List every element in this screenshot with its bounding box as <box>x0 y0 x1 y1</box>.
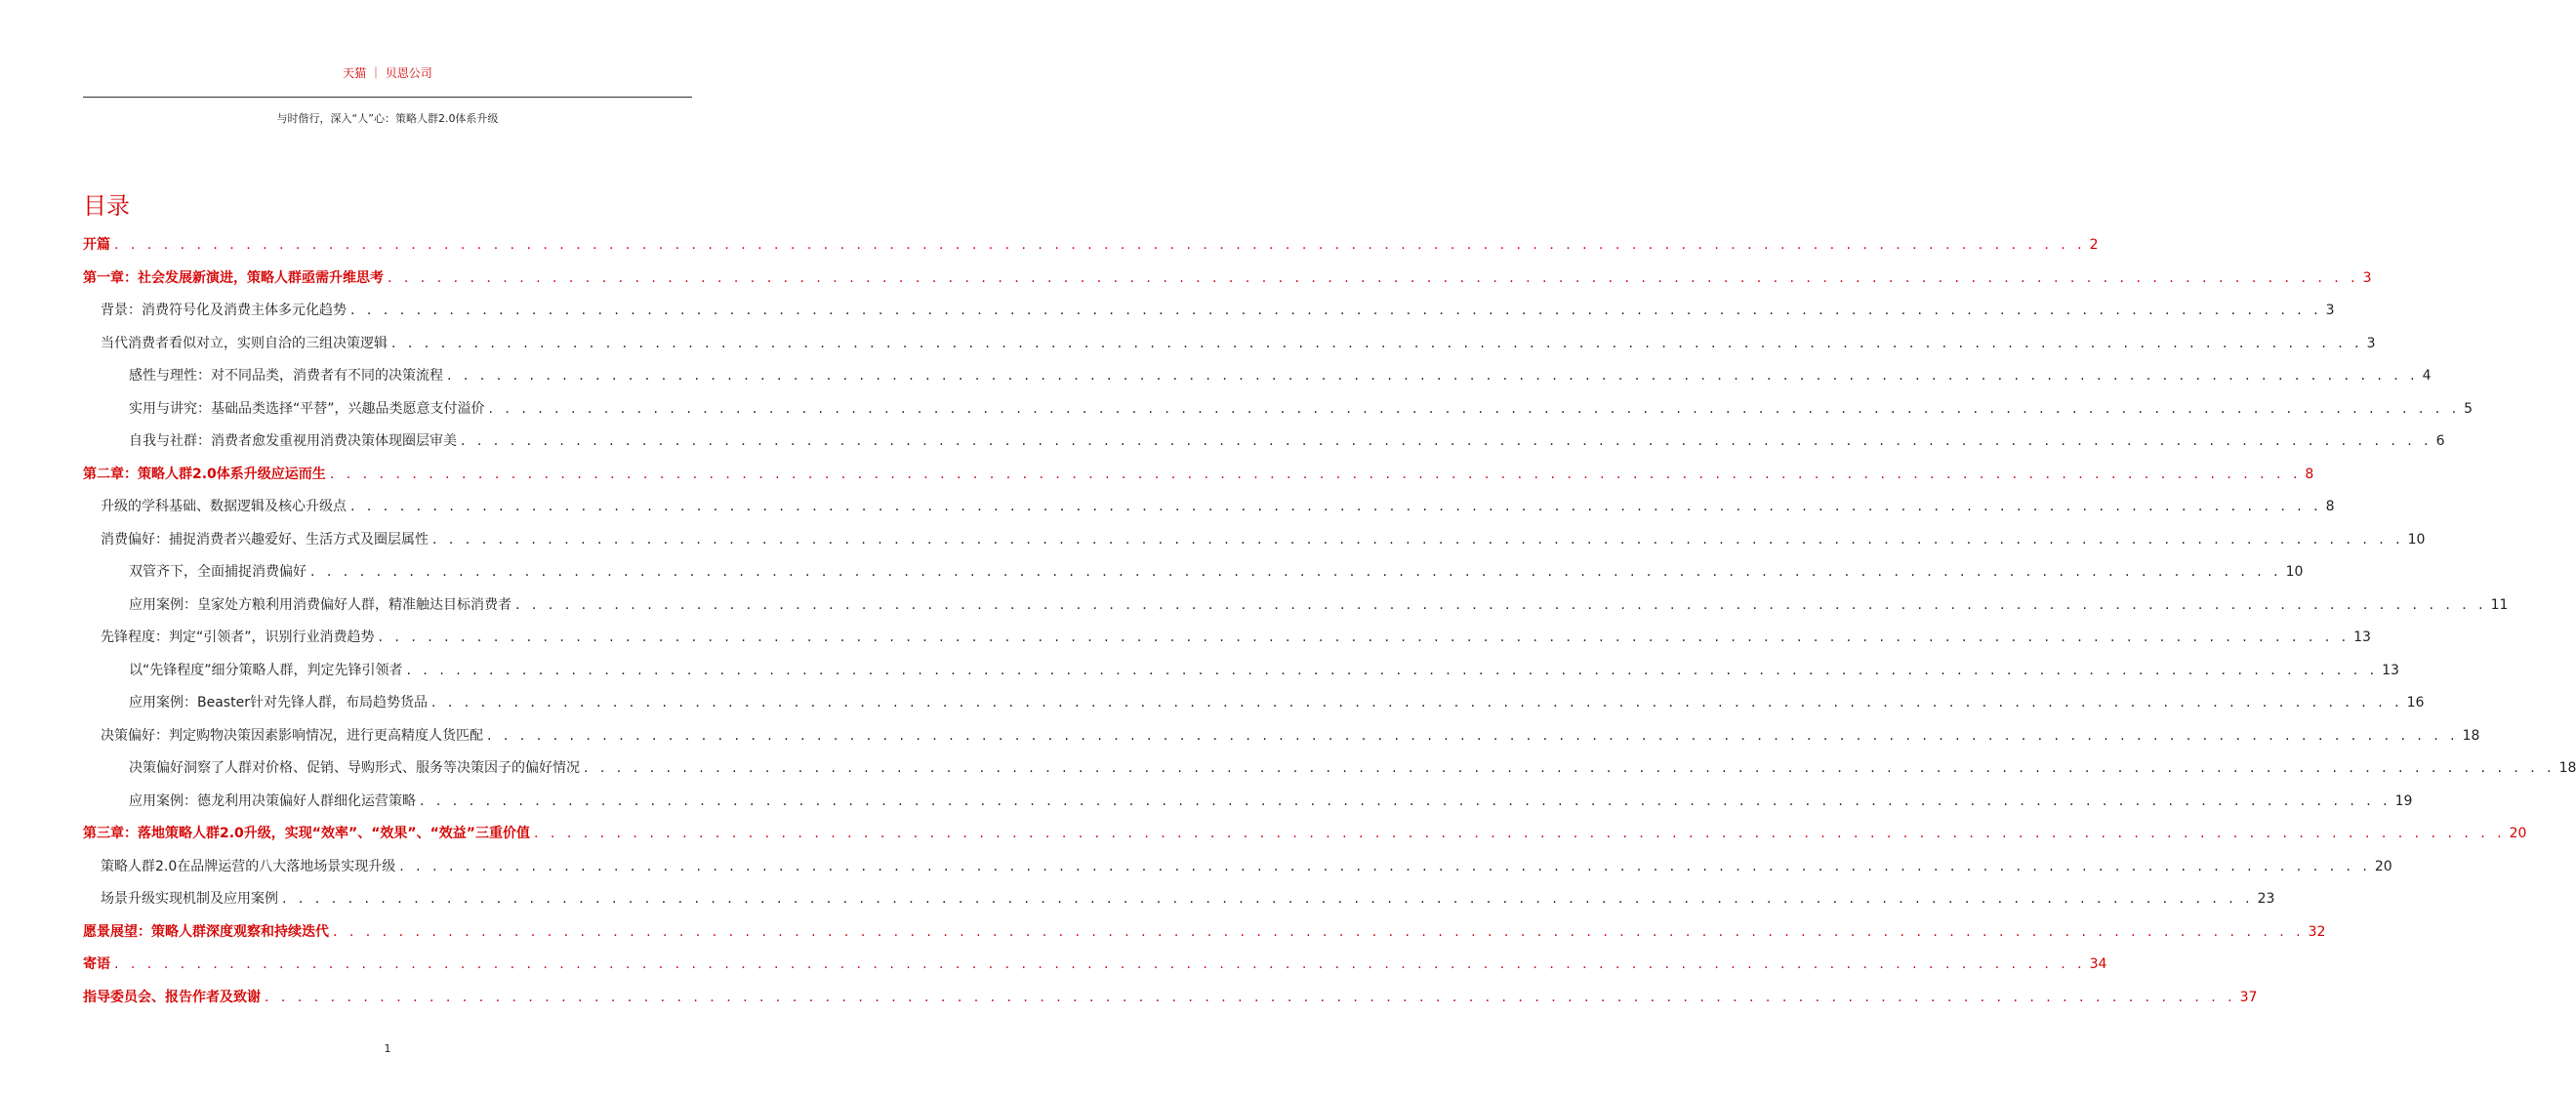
toc-entry-page: 37 <box>2239 989 2258 1005</box>
toc-entry-label: 决策偏好洞察了人群对价格、促销、导购形式、服务等决策因子的偏好情况 <box>129 760 580 776</box>
toc-entry[interactable] <box>83 982 2258 1015</box>
toc-entry[interactable] <box>83 818 2527 851</box>
toc-leader-dots: . . . . . . . . . . . . . . . . . . . . . . . . . . . . . . . . . . . . . . . . . . . . . . . . . . . . . . . . . . . . . . . . . . . . . . . . . . . . . . . . . . . . . . . . . . . . . . . . . . . . . . . . . . . . . . . . . . . . . . . . <box>350 499 2322 514</box>
toc-entry-label: 感性与理性：对不同品类，消费者有不同的决策流程 <box>129 368 443 384</box>
toc-entry[interactable] <box>83 328 2376 361</box>
toc-entry-page: 8 <box>2325 499 2335 514</box>
toc-entry-label: 消费偏好：捕捉消费者兴趣爱好、生活方式及圈层属性 <box>101 531 429 548</box>
toc-leader-dots: . . . . . . . . . . . . . . . . . . . . . . . . . . . . . . . . . . . . . . . . . . . . . . . . . . . . . . . . . . . . . . . . . . . . . . . . . . . . . . . . . . . . . . . . . . . . . . . . . . . . . . . . . . . . . . . . . . . . . . . . <box>391 335 2363 351</box>
toc-entry-label: 场景升级实现机制及应用案例 <box>101 891 278 907</box>
toc-entry[interactable] <box>83 295 2335 328</box>
toc-leader-dots: . . . . . . . . . . . . . . . . . . . . . . . . . . . . . . . . . . . . . . . . . . . . . . . . . . . . . . . . . . . . . . . . . . . . . . . . . . . . . . . . . . . . . . . . . . . . . . . . . . . . . . . . . . . . . . . . . . . . . . . . <box>584 760 2556 776</box>
toc-entry-page: 3 <box>2366 335 2376 351</box>
toc-entry-page: 18 <box>2558 760 2576 776</box>
toc-entry-page: 10 <box>2407 531 2426 548</box>
toc-entry-page: 34 <box>2089 956 2107 972</box>
toc-entry-page: 18 <box>2462 727 2480 744</box>
toc-entry[interactable] <box>83 786 2413 819</box>
toc-entry-label: 实用与讲究：基础品类选择“平替”，兴趣品类愿意支付溢价 <box>129 400 485 417</box>
toc-entry-page: 8 <box>2305 466 2314 482</box>
toc-entry-label: 愿景展望：策略人群深度观察和持续迭代 <box>83 923 329 940</box>
toc-entry-page: 10 <box>2285 564 2304 580</box>
toc-entry[interactable] <box>83 589 2509 623</box>
toc-leader-dots: . . . . . . . . . . . . . . . . . . . . . . . . . . . . . . . . . . . . . . . . . . . . . . . . . . . . . . . . . . . . . . . . . . . . . . . . . . . . . . . . . . . . . . . . . . . . . . . . . . . . . . . . . . . . . . . . . . . . . . . . <box>265 989 2236 1005</box>
toc-leader-dots: . . . . . . . . . . . . . . . . . . . . . . . . . . . . . . . . . . . . . . . . . . . . . . . . . . . . . . . . . . . . . . . . . . . . . . . . . . . . . . . . . . . . . . . . . . . . . . . . . . . . . . . . . . . . . . . . . . . . . . . . <box>420 792 2392 809</box>
toc-leader-dots: . . . . . . . . . . . . . . . . . . . . . . . . . . . . . . . . . . . . . . . . . . . . . . . . . . . . . . . . . . . . . . . . . . . . . . . . . . . . . . . . . . . . . . . . . . . . . . . . . . . . . . . . . . . . . . . . . . . . . . . . <box>432 531 2404 548</box>
toc-leader-dots: . . . . . . . . . . . . . . . . . . . . . . . . . . . . . . . . . . . . . . . . . . . . . . . . . . . . . . . . . . . . . . . . . . . . . . . . . . . . . . . . . . . . . . . . . . . . . . . . . . . . . . . . . . . . . . . . . . . . . . . . <box>406 662 2379 678</box>
header-subtitle: 与时偕行，深入“人”心：策略人群2.0体系升级 <box>276 112 499 125</box>
toc-leader-dots: . . . . . . . . . . . . . . . . . . . . . . . . . . . . . . . . . . . . . . . . . . . . . . . . . . . . . . . . . . . . . . . . . . . . . . . . . . . . . . . . . . . . . . . . . . . . . . . . . . . . . . . . . . . . . . . . . . . . . . . . <box>534 826 2506 841</box>
toc-entry[interactable] <box>83 360 2432 393</box>
toc-leader-dots: . . . . . . . . . . . . . . . . . . . . . . . . . . . . . . . . . . . . . . . . . . . . . . . . . . . . . . . . . . . . . . . . . . . . . . . . . . . . . . . . . . . . . . . . . . . . . . . . . . . . . . . . . . . . . . . . . . . . . . . . <box>333 923 2305 940</box>
toc-entry-label: 决策偏好：判定购物决策因素影响情况，进行更高精度人货匹配 <box>101 727 483 744</box>
toc-entry-page: 32 <box>2308 923 2326 940</box>
toc-entry[interactable] <box>83 459 2314 492</box>
toc-entry-label: 升级的学科基础、数据逻辑及核心升级点 <box>101 499 347 514</box>
toc-leader-dots: . . . . . . . . . . . . . . . . . . . . . . . . . . . . . . . . . . . . . . . . . . . . . . . . . . . . . . . . . . . . . . . . . . . . . . . . . . . . . . . . . . . . . . . . . . . . . . . . . . . . . . . . . . . . . . . . . . . . . . . . <box>488 400 2461 417</box>
toc-entry-page: 20 <box>2509 826 2527 841</box>
toc-entry-page: 19 <box>2394 792 2413 809</box>
toc-entry[interactable] <box>83 720 2480 753</box>
toc-title: 目录 <box>83 192 130 221</box>
toc-leader-dots: . . . . . . . . . . . . . . . . . . . . . . . . . . . . . . . . . . . . . . . . . . . . . . . . . . . . . . . . . . . . . . . . . . . . . . . . . . . . . . . . . . . . . . . . . . . . . . . . . . . . . . . . . . . . . . . . . . . . . . . . <box>388 269 2359 286</box>
toc-entry[interactable] <box>83 883 2275 916</box>
page-number: 1 <box>384 1042 391 1055</box>
toc-entry[interactable] <box>83 393 2474 426</box>
toc-entry[interactable] <box>83 491 2335 524</box>
toc-leader-dots: . . . . . . . . . . . . . . . . . . . . . . . . . . . . . . . . . . . . . . . . . . . . . . . . . . . . . . . . . . . . . . . . . . . . . . . . . . . . . . . . . . . . . . . . . . . . . . . . . . . . . . . . . . . . . . . . . . . . . . . . <box>487 727 2459 744</box>
toc-entry[interactable] <box>83 851 2392 884</box>
toc-entry-label: 以“先锋程度”细分策略人群，判定先锋引领者 <box>129 662 403 678</box>
toc-entry[interactable] <box>83 426 2445 459</box>
toc-entry-page: 16 <box>2406 695 2425 710</box>
toc-leader-dots: . . . . . . . . . . . . . . . . . . . . . . . . . . . . . . . . . . . . . . . . . . . . . . . . . . . . . . . . . . . . . . . . . . . . . . . . . . . . . . . . . . . . . . . . . . . . . . . . . . . . . . . . . . . . . . . . . . . . . . . . <box>114 237 2086 253</box>
header-brand: 天猫 ｜ 贝恩公司 <box>343 66 432 80</box>
toc-leader-dots: . . . . . . . . . . . . . . . . . . . . . . . . . . . . . . . . . . . . . . . . . . . . . . . . . . . . . . . . . . . . . . . . . . . . . . . . . . . . . . . . . . . . . . . . . . . . . . . . . . . . . . . . . . . . . . . . . . . . . . . . <box>430 695 2403 710</box>
toc-leader-dots: . . . . . . . . . . . . . . . . . . . . . . . . . . . . . . . . . . . . . . . . . . . . . . . . . . . . . . . . . . . . . . . . . . . . . . . . . . . . . . . . . . . . . . . . . . . . . . . . . . . . . . . . . . . . . . . . . . . . . . . . <box>399 858 2371 874</box>
toc-entry-page: 13 <box>2353 629 2371 645</box>
toc-leader-dots: . . . . . . . . . . . . . . . . . . . . . . . . . . . . . . . . . . . . . . . . . . . . . . . . . . . . . . . . . . . . . . . . . . . . . . . . . . . . . . . . . . . . . . . . . . . . . . . . . . . . . . . . . . . . . . . . . . . . . . . . <box>114 956 2086 972</box>
toc-entry-page: 11 <box>2490 596 2509 613</box>
toc-entry-label: 自我与社群：消费者愈发重视用消费决策体现圈层审美 <box>129 433 457 449</box>
toc-entry-page: 6 <box>2435 433 2445 449</box>
toc-leader-dots: . . . . . . . . . . . . . . . . . . . . . . . . . . . . . . . . . . . . . . . . . . . . . . . . . . . . . . . . . . . . . . . . . . . . . . . . . . . . . . . . . . . . . . . . . . . . . . . . . . . . . . . . . . . . . . . . . . . . . . . . <box>329 466 2302 482</box>
table-of-contents <box>83 229 2576 1014</box>
toc-entry[interactable] <box>83 752 2576 786</box>
toc-entry-page: 5 <box>2464 400 2474 417</box>
toc-leader-dots: . . . . . . . . . . . . . . . . . . . . . . . . . . . . . . . . . . . . . . . . . . . . . . . . . . . . . . . . . . . . . . . . . . . . . . . . . . . . . . . . . . . . . . . . . . . . . . . . . . . . . . . . . . . . . . . . . . . . . . . . <box>350 303 2322 318</box>
toc-entry-label: 应用案例：皇家处方粮利用消费偏好人群，精准触达目标消费者 <box>129 596 511 613</box>
header-divider <box>83 97 692 98</box>
toc-leader-dots: . . . . . . . . . . . . . . . . . . . . . . . . . . . . . . . . . . . . . . . . . . . . . . . . . . . . . . . . . . . . . . . . . . . . . . . . . . . . . . . . . . . . . . . . . . . . . . . . . . . . . . . . . . . . . . . . . . . . . . . . <box>310 564 2282 580</box>
toc-entry-label: 应用案例：Beaster针对先锋人群，布局趋势货品 <box>129 695 428 710</box>
toc-entry-label: 策略人群2.0在品牌运营的八大落地场景实现升级 <box>101 858 396 874</box>
toc-entry-label: 先锋程度：判定“引领者”，识别行业消费趋势 <box>101 629 375 645</box>
toc-entry[interactable] <box>83 263 2372 296</box>
toc-entry-label: 当代消费者看似对立，实则自洽的三组决策逻辑 <box>101 335 388 351</box>
toc-entry[interactable] <box>83 524 2426 557</box>
toc-entry-page: 2 <box>2089 237 2099 253</box>
toc-entry[interactable] <box>83 916 2326 950</box>
toc-entry-page: 20 <box>2374 858 2392 874</box>
toc-entry-label: 开篇 <box>83 237 110 253</box>
toc-entry-label: 背景：消费符号化及消费主体多元化趋势 <box>101 303 347 318</box>
toc-entry-label: 寄语 <box>83 956 110 972</box>
toc-leader-dots: . . . . . . . . . . . . . . . . . . . . . . . . . . . . . . . . . . . . . . . . . . . . . . . . . . . . . . . . . . . . . . . . . . . . . . . . . . . . . . . . . . . . . . . . . . . . . . . . . . . . . . . . . . . . . . . . . . . . . . . . <box>461 433 2433 449</box>
toc-entry[interactable] <box>83 949 2107 982</box>
toc-entry-label: 第二章：策略人群2.0体系升级应运而生 <box>83 466 326 482</box>
toc-entry[interactable] <box>83 229 2099 263</box>
toc-entry-page: 3 <box>2325 303 2335 318</box>
toc-entry[interactable] <box>83 556 2304 589</box>
toc-entry-label: 第一章：社会发展新演进，策略人群亟需升维思考 <box>83 269 384 286</box>
toc-entry-page: 13 <box>2382 662 2399 678</box>
toc-entry[interactable] <box>83 622 2371 655</box>
toc-entry-page: 3 <box>2362 269 2372 286</box>
toc-entry-page: 23 <box>2257 891 2275 907</box>
toc-entry-page: 4 <box>2422 368 2432 384</box>
toc-entry[interactable] <box>83 655 2399 688</box>
toc-entry-label: 第三章：落地策略人群2.0升级，实现“效率”、“效果”、“效益”三重价值 <box>83 826 531 841</box>
toc-leader-dots: . . . . . . . . . . . . . . . . . . . . . . . . . . . . . . . . . . . . . . . . . . . . . . . . . . . . . . . . . . . . . . . . . . . . . . . . . . . . . . . . . . . . . . . . . . . . . . . . . . . . . . . . . . . . . . . . . . . . . . . . <box>515 596 2487 613</box>
toc-entry-label: 应用案例：德龙利用决策偏好人群细化运营策略 <box>129 792 416 809</box>
toc-leader-dots: . . . . . . . . . . . . . . . . . . . . . . . . . . . . . . . . . . . . . . . . . . . . . . . . . . . . . . . . . . . . . . . . . . . . . . . . . . . . . . . . . . . . . . . . . . . . . . . . . . . . . . . . . . . . . . . . . . . . . . . . <box>282 891 2254 907</box>
toc-leader-dots: . . . . . . . . . . . . . . . . . . . . . . . . . . . . . . . . . . . . . . . . . . . . . . . . . . . . . . . . . . . . . . . . . . . . . . . . . . . . . . . . . . . . . . . . . . . . . . . . . . . . . . . . . . . . . . . . . . . . . . . . <box>378 629 2351 645</box>
toc-entry-label: 双管齐下，全面捕捉消费偏好 <box>129 564 307 580</box>
toc-leader-dots: . . . . . . . . . . . . . . . . . . . . . . . . . . . . . . . . . . . . . . . . . . . . . . . . . . . . . . . . . . . . . . . . . . . . . . . . . . . . . . . . . . . . . . . . . . . . . . . . . . . . . . . . . . . . . . . . . . . . . . . . <box>447 368 2419 384</box>
toc-entry[interactable] <box>83 687 2425 720</box>
toc-entry-label: 指导委员会、报告作者及致谢 <box>83 989 261 1005</box>
